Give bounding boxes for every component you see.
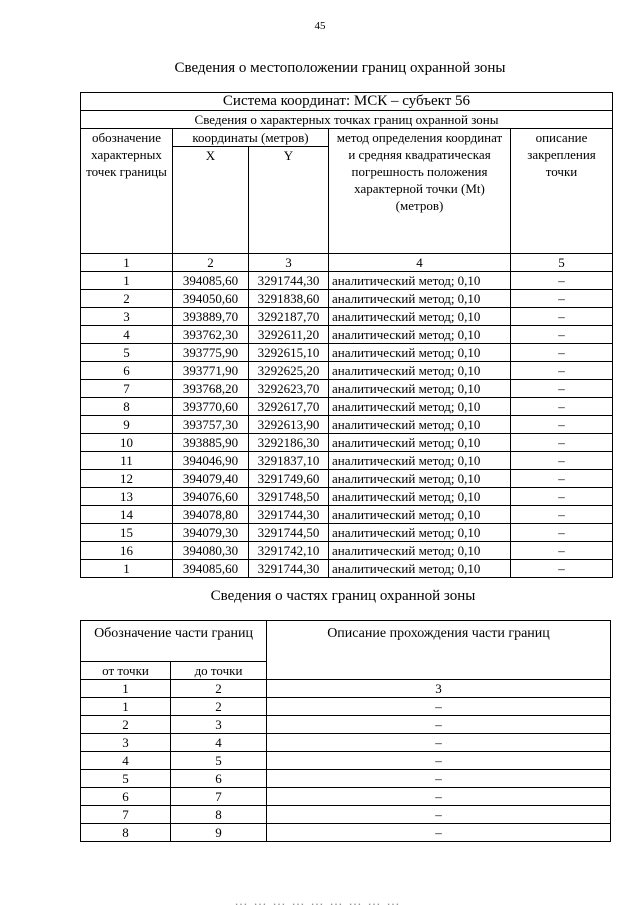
table-row xyxy=(81,488,613,506)
y-coordinate-cell: 3291838,60 xyxy=(249,290,329,308)
table-row xyxy=(81,506,613,524)
table-row xyxy=(81,344,613,362)
to-point-cell: 7 xyxy=(171,788,267,806)
method-cell: аналитический метод; 0,10 xyxy=(329,326,511,344)
fixing-cell: – xyxy=(511,542,613,560)
description-cell: – xyxy=(267,770,611,788)
point-number-cell: 16 xyxy=(81,542,173,560)
y-coordinate-cell: 3292617,70 xyxy=(249,398,329,416)
to-point-cell: 8 xyxy=(171,806,267,824)
to-point-cell: 9 xyxy=(171,824,267,842)
method-cell: аналитический метод; 0,10 xyxy=(329,452,511,470)
y-coordinate-cell: 3291748,50 xyxy=(249,488,329,506)
description-cell: – xyxy=(267,752,611,770)
fixing-cell: – xyxy=(511,506,613,524)
x-coordinate-cell: 394076,60 xyxy=(173,488,249,506)
col-header-y: Y xyxy=(249,147,329,254)
table-row xyxy=(81,326,613,344)
method-cell: аналитический метод; 0,10 xyxy=(329,290,511,308)
x-coordinate-cell: 394085,60 xyxy=(173,560,249,578)
y-coordinate-cell: 3291744,30 xyxy=(249,560,329,578)
from-point-cell: 7 xyxy=(81,806,171,824)
fixing-cell: – xyxy=(511,560,613,578)
from-point-cell: 4 xyxy=(81,752,171,770)
from-point-cell: 5 xyxy=(81,770,171,788)
from-point-cell: 8 xyxy=(81,824,171,842)
fixing-cell: – xyxy=(511,362,613,380)
y-coordinate-cell: 3292625,20 xyxy=(249,362,329,380)
x-coordinate-cell: 394079,40 xyxy=(173,470,249,488)
column-number: 3 xyxy=(249,254,329,272)
y-coordinate-cell: 3292187,70 xyxy=(249,308,329,326)
fixing-cell: – xyxy=(511,398,613,416)
x-coordinate-cell: 394079,30 xyxy=(173,524,249,542)
fixing-cell: – xyxy=(511,452,613,470)
x-coordinate-cell: 394046,90 xyxy=(173,452,249,470)
to-point-cell: 5 xyxy=(171,752,267,770)
cropped-footer-text: ……………………… xyxy=(234,893,406,905)
y-coordinate-cell: 3291749,60 xyxy=(249,470,329,488)
boundary-parts-table xyxy=(80,620,611,842)
description-cell: – xyxy=(267,734,611,752)
column-number: 5 xyxy=(511,254,613,272)
method-cell: аналитический метод; 0,10 xyxy=(329,470,511,488)
table-row xyxy=(81,824,611,842)
method-cell: аналитический метод; 0,10 xyxy=(329,488,511,506)
column-number: 2 xyxy=(173,254,249,272)
point-number-cell: 1 xyxy=(81,272,173,290)
table-row xyxy=(81,698,611,716)
x-coordinate-cell: 394050,60 xyxy=(173,290,249,308)
from-point-cell: 2 xyxy=(81,716,171,734)
table-row xyxy=(81,752,611,770)
fixing-cell: – xyxy=(511,344,613,362)
table-row xyxy=(81,452,613,470)
page-number: 45 xyxy=(314,20,326,32)
x-coordinate-cell: 393771,90 xyxy=(173,362,249,380)
point-number-cell: 3 xyxy=(81,308,173,326)
point-number-cell: 7 xyxy=(81,380,173,398)
method-cell: аналитический метод; 0,10 xyxy=(329,308,511,326)
fixing-cell: – xyxy=(511,326,613,344)
point-number-cell: 12 xyxy=(81,470,173,488)
point-number-cell: 10 xyxy=(81,434,173,452)
fixing-cell: – xyxy=(511,524,613,542)
method-cell: аналитический метод; 0,10 xyxy=(329,560,511,578)
table-row xyxy=(81,434,613,452)
col-header-to: до точки xyxy=(171,662,267,680)
description-cell: – xyxy=(267,788,611,806)
column-number: 3 xyxy=(267,680,611,698)
col-header-from: от точки xyxy=(81,662,171,680)
x-coordinate-cell: 393889,70 xyxy=(173,308,249,326)
x-coordinate-cell: 394080,30 xyxy=(173,542,249,560)
point-number-cell: 15 xyxy=(81,524,173,542)
table-row xyxy=(81,272,613,290)
point-number-cell: 9 xyxy=(81,416,173,434)
column-number: 2 xyxy=(171,680,267,698)
table-row xyxy=(81,716,611,734)
table-subheader: Сведения о характерных точках границ охранной зоны xyxy=(81,111,613,129)
from-point-cell: 3 xyxy=(81,734,171,752)
point-number-cell: 8 xyxy=(81,398,173,416)
point-number-cell: 4 xyxy=(81,326,173,344)
column-number: 4 xyxy=(329,254,511,272)
column-number: 1 xyxy=(81,680,171,698)
table-row xyxy=(81,416,613,434)
table-row xyxy=(81,734,611,752)
point-number-cell: 14 xyxy=(81,506,173,524)
table-row xyxy=(81,308,613,326)
point-number-cell: 13 xyxy=(81,488,173,506)
col-header-designation: обозначение характерных точек границы xyxy=(81,129,173,254)
y-coordinate-cell: 3291744,30 xyxy=(249,272,329,290)
fixing-cell: – xyxy=(511,470,613,488)
y-coordinate-cell: 3292623,70 xyxy=(249,380,329,398)
y-coordinate-cell: 3291744,50 xyxy=(249,524,329,542)
x-coordinate-cell: 393768,20 xyxy=(173,380,249,398)
to-point-cell: 2 xyxy=(171,698,267,716)
section-title-parts: Сведения о частях границ охранной зоны xyxy=(210,588,476,604)
x-coordinate-cell: 393762,30 xyxy=(173,326,249,344)
method-cell: аналитический метод; 0,10 xyxy=(329,416,511,434)
x-coordinate-cell: 393770,60 xyxy=(173,398,249,416)
method-cell: аналитический метод; 0,10 xyxy=(329,398,511,416)
method-cell: аналитический метод; 0,10 xyxy=(329,272,511,290)
description-cell: – xyxy=(267,824,611,842)
table-row xyxy=(81,560,613,578)
col-header-coordinates: координаты (метров) xyxy=(173,129,329,147)
point-number-cell: 11 xyxy=(81,452,173,470)
y-coordinate-cell: 3292613,90 xyxy=(249,416,329,434)
table-row xyxy=(81,770,611,788)
description-cell: – xyxy=(267,698,611,716)
table-row xyxy=(81,788,611,806)
to-point-cell: 4 xyxy=(171,734,267,752)
y-coordinate-cell: 3292186,30 xyxy=(249,434,329,452)
point-number-cell: 2 xyxy=(81,290,173,308)
table-row xyxy=(81,398,613,416)
method-cell: аналитический метод; 0,10 xyxy=(329,434,511,452)
fixing-cell: – xyxy=(511,434,613,452)
x-coordinate-cell: 393885,90 xyxy=(173,434,249,452)
table-row xyxy=(81,362,613,380)
table-row xyxy=(81,542,613,560)
from-point-cell: 6 xyxy=(81,788,171,806)
to-point-cell: 6 xyxy=(171,770,267,788)
col-header-part-designation: Обозначение части границ xyxy=(81,621,267,662)
method-cell: аналитический метод; 0,10 xyxy=(329,362,511,380)
from-point-cell: 1 xyxy=(81,698,171,716)
table-row xyxy=(81,524,613,542)
fixing-cell: – xyxy=(511,290,613,308)
y-coordinate-cell: 3292611,20 xyxy=(249,326,329,344)
column-number-row xyxy=(81,254,613,272)
column-number: 1 xyxy=(81,254,173,272)
col-header-fixing: описание закрепления точки xyxy=(511,129,613,254)
fixing-cell: – xyxy=(511,272,613,290)
point-number-cell: 5 xyxy=(81,344,173,362)
fixing-cell: – xyxy=(511,416,613,434)
y-coordinate-cell: 3291744,30 xyxy=(249,506,329,524)
method-cell: аналитический метод; 0,10 xyxy=(329,524,511,542)
method-cell: аналитический метод; 0,10 xyxy=(329,344,511,362)
fixing-cell: – xyxy=(511,380,613,398)
method-cell: аналитический метод; 0,10 xyxy=(329,380,511,398)
fixing-cell: – xyxy=(511,488,613,506)
method-cell: аналитический метод; 0,10 xyxy=(329,506,511,524)
y-coordinate-cell: 3292615,10 xyxy=(249,344,329,362)
coordinate-system-header: Система координат: МСК – субъект 56 xyxy=(81,93,613,111)
description-cell: – xyxy=(267,806,611,824)
fixing-cell: – xyxy=(511,308,613,326)
table-row xyxy=(81,806,611,824)
coordinates-table xyxy=(80,92,613,578)
y-coordinate-cell: 3291837,10 xyxy=(249,452,329,470)
col-header-x: X xyxy=(173,147,249,254)
method-cell: аналитический метод; 0,10 xyxy=(329,542,511,560)
point-number-cell: 6 xyxy=(81,362,173,380)
to-point-cell: 3 xyxy=(171,716,267,734)
table-row xyxy=(81,470,613,488)
x-coordinate-cell: 394085,60 xyxy=(173,272,249,290)
section-title-location: Сведения о местоположении границ охранной зоны xyxy=(174,60,506,76)
y-coordinate-cell: 3291742,10 xyxy=(249,542,329,560)
column-number-row xyxy=(81,680,611,698)
x-coordinate-cell: 393757,30 xyxy=(173,416,249,434)
table-row xyxy=(81,380,613,398)
col-header-method: метод определения координат и средняя квадратическая погрешность положения характерной точки (Mt) (метров) xyxy=(329,129,511,254)
point-number-cell: 1 xyxy=(81,560,173,578)
x-coordinate-cell: 393775,90 xyxy=(173,344,249,362)
col-header-description: Описание прохождения части границ xyxy=(267,621,611,680)
description-cell: – xyxy=(267,716,611,734)
table-row xyxy=(81,290,613,308)
x-coordinate-cell: 394078,80 xyxy=(173,506,249,524)
